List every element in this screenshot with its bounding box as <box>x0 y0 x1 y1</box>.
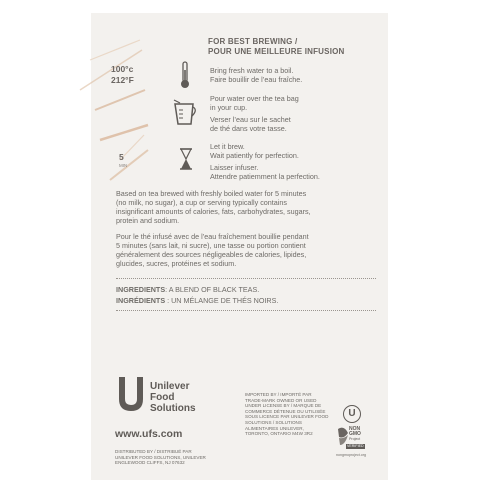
brew-minutes: 5 <box>119 152 124 162</box>
brew-step <box>210 142 320 181</box>
importer-line: SOLUTIONS / SOLUTIONS <box>245 419 302 425</box>
brew-minutes-unit: MIN <box>119 163 128 168</box>
divider-top <box>116 278 376 279</box>
ingredients-en <box>116 285 259 295</box>
importer-line: SOUS LICENCE PAR UNILEVER FOOD <box>245 414 329 420</box>
heading-line-1: FOR BEST BREWING / <box>208 37 298 46</box>
nutrition-fr-line: Pour le thé infusé avec de l’eau fraîchement bouillie pendant <box>116 232 309 241</box>
boil-step-en: Bring fresh water to a boil. <box>210 66 294 75</box>
pour-step-en-2: in your cup. <box>210 103 248 112</box>
ingredients-fr-label: INGRÉDIENTS <box>116 296 166 305</box>
brand-name <box>150 381 196 414</box>
hourglass-icon <box>178 147 194 171</box>
non-gmo-badge <box>336 425 370 451</box>
heading-line-2: POUR UNE MEILLEURE INFUSION <box>208 47 345 56</box>
pour-step-en-1: Pour water over the tea bag <box>210 94 299 103</box>
ingredients-en-label: INGREDIENTS <box>116 285 166 294</box>
importer-line: COMMERCE DÉTENUE OU UTILISÉE <box>245 408 326 414</box>
nongmo-url: nongmoproject.org <box>336 453 366 457</box>
divider-bottom <box>116 310 376 311</box>
ingredients-en-value: : A BLEND OF BLACK TEAS. <box>165 285 260 294</box>
temperature-label <box>111 64 134 86</box>
ingredients-fr <box>116 296 278 306</box>
decorative-brush-strokes <box>70 30 150 210</box>
importer-line: IMPORTED BY / IMPORTÉ PAR <box>245 392 312 397</box>
thermometer-icon <box>178 60 192 90</box>
brand-line-3: Solutions <box>150 403 196 414</box>
unilever-logo-icon <box>115 375 147 415</box>
brew-step-fr-1: Laisser infuser. <box>210 163 259 172</box>
boil-step-fr: Faire bouillir de l’eau fraîche. <box>210 75 303 84</box>
pour-step-fr-2: de thé dans votre tasse. <box>210 124 287 133</box>
nutrition-fr-line: 5 minutes (sans lait, ni sucre), une tasse ou portion contient <box>116 241 306 250</box>
nutrition-en-line: (no milk, no sugar), a cup or serving typically contains <box>116 198 287 207</box>
brew-step-fr-2: Attendre patiemment la perfection. <box>210 172 320 181</box>
distributor-line: DISTRIBUTED BY / DISTRIBUÉ PAR <box>115 449 192 454</box>
nutrition-fr-line: glucides, sucres, protéines et sodium. <box>116 259 237 268</box>
nutrition-en-line: insignificant amounts of calories, fats, carbohydrates, sugars, <box>116 207 311 216</box>
measuring-cup-icon <box>172 98 198 126</box>
nutrition-en-line: Based on tea brewed with freshly boiled water for 5 minutes <box>116 189 307 198</box>
nutrition-en <box>116 189 376 225</box>
boil-step <box>210 66 302 84</box>
brewing-heading <box>208 37 345 57</box>
brew-step-en-2: Wait patiently for perfection. <box>210 151 299 160</box>
importer-line: TORONTO, ONTARIO M4W 3R2 <box>245 431 313 437</box>
importer-line: UNDER LICENSE BY / MARQUE DE <box>245 403 322 409</box>
brand-line-1: Unilever <box>150 381 190 392</box>
pour-step-fr-1: Verser l’eau sur le sachet <box>210 115 291 124</box>
nongmo-verified-label: VERIFIED <box>347 444 364 448</box>
distributor-line: UNILEVER FOOD SOLUTIONS, UNILEVER <box>115 454 206 460</box>
nongmo-line-1: NON <box>349 426 361 432</box>
nutrition-fr <box>116 232 376 268</box>
distributor-line: ENGLEWOOD CLIFFS, NJ 07632 <box>115 460 185 466</box>
distributor-info <box>115 449 206 466</box>
kosher-symbol-icon: U <box>343 405 361 423</box>
importer-line: TRADE-MARK OWNED OR USED <box>245 397 317 403</box>
temp-fahrenheit: 212°F <box>111 75 134 85</box>
brand-url[interactable]: www.ufs.com <box>115 428 183 440</box>
brew-step-en-1: Let it brew. <box>210 142 245 151</box>
pour-step <box>210 94 299 133</box>
nongmo-line-3: Project <box>349 437 361 441</box>
nutrition-fr-line: généralement des sources négligeables de calories, lipides, <box>116 250 307 259</box>
importer-info <box>245 392 328 437</box>
importer-line: ALIMENTAIRES UNILEVER, <box>245 425 304 431</box>
nutrition-en-line: protein and sodium. <box>116 216 180 225</box>
brand-line-2: Food <box>150 392 175 403</box>
ingredients-fr-value: : UN MÉLANGE DE THÉS NOIRS. <box>165 296 279 305</box>
nongmo-line-2: GMO <box>349 431 361 437</box>
temp-celsius: 100°c <box>111 64 134 74</box>
